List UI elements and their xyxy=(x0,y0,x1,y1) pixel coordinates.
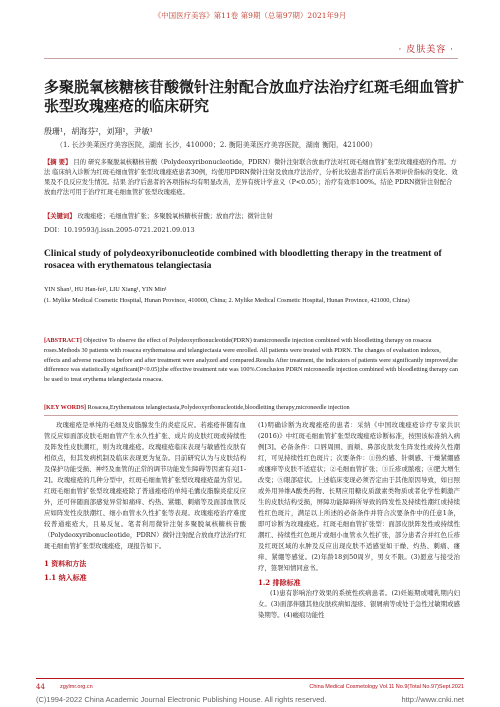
english-title: Clinical study of polydeoxyribonucleotide combined with bloodletting therapy in the treatment of rosacea with erythematous telangiectasia xyxy=(44,248,442,271)
subsection-heading: 1.1 纳入标准 xyxy=(44,573,87,582)
column-tag: · 皮肤美容 · xyxy=(398,45,454,55)
english-authors: YIN Shan¹, HU Han-fei², LIU Xiang¹, YIN Min¹ xyxy=(44,286,167,293)
chinese-affiliation: （1. 长沙美莱医疗美容医院，湖南 长沙，410000；2. 衡阳美莱医疗美容医院，湖南 衡阳，421000） xyxy=(56,141,377,149)
cnki-link[interactable]: http://www.cnki.net xyxy=(401,695,464,704)
english-keywords-label: [KEY WORDS] xyxy=(44,404,87,411)
chinese-authors: 殷珊¹，胡海芬²，刘翔¹，尹敏¹ xyxy=(44,127,153,136)
exclusion-criteria-text: (1)患有影响治疗效果的系统性疾病患者。(2)妊娠期或哺乳期内妇女。(3)面部伴随其他皮肤疾病如湿疹、银屑病等或处于急性过敏期或感染期等。(4)瘢痕功能性 xyxy=(258,589,460,619)
english-affiliation: (1. Mylike Medical Cosmetic Hospital, Hunan Province, 410000, China; 2. Mylike Medical Cosmetic Hospital, Hunan Province, 421000, China) xyxy=(44,297,410,304)
chinese-title: 多聚脱氧核糖核苷酸微针注射配合放血疗法治疗红斑毛细血管扩张型玫瑰痤疮的临床研究 xyxy=(44,78,465,115)
journal-header: 《中国医疗美容》第11卷 第9期（总第97期）2021年9月 xyxy=(153,11,347,20)
body-left-column xyxy=(44,420,246,583)
copyright-line xyxy=(36,695,464,704)
english-abstract xyxy=(44,336,458,385)
section-heading: 1 资料和方法 xyxy=(44,559,87,568)
intro-paragraph: 玫瑰痤疮是单纯的毛细及皮脂腺发生的炎症反应。若痤疮伴随有血管反应如面部皮肤毛细血管产生永久性扩张、成片的皮肤红斑或持续性及阵发性皮肤潮红，则为玫瑰痤疮。玫瑰痤疮临床表现与敏感性皮肤有相似点，但其发病机制及临床表现更为复杂。目前研究认为与皮肤结构及保护功能受损、神经及血管的正常的调节功能发生障碍等因素有关[1-2]。玫瑰痤疮的几种分型中，红斑毛细血管扩张型玫瑰痤疮最为常见。红斑毛细血管扩张型玫瑰痤疮除了普通痤疮的单纯毛囊皮脂腺炎症反应外，还可伴随面部感觉异常如痛痒、灼热、紧绷、刺痛等及面部血管反应如阵发性皮肤潮红、细小血管永久性扩张等表现。玫瑰痤疮治疗难度较普通痤疮大，且易反复。笔者利用微针注射多聚脱氧核糖核苷酸（Polydeoxyribonucleotide，PDRN）微针注射配合放血疗法治疗红斑毛细血管扩张型玫瑰痤疮，现报告如下。 xyxy=(44,421,246,550)
footer-journal: China Medical Cosmetology Vol.11 No.9(Total No.97)Sept.2021 xyxy=(309,684,464,690)
english-keywords xyxy=(44,404,458,411)
english-keywords-text: Rosacea,Erythematous telangiectasia,Polydeoxyribonucleotide,bloodletting therapy,microneedle injection xyxy=(87,404,350,411)
abstract-divider xyxy=(44,415,458,416)
inclusion-criteria-text: (1)明确诊断为玫瑰痤疮的患者：采纳《中国玫瑰痤疮诊疗专家共识(2016)》中红斑毛细血管扩张型玫瑰痤疮诊断标准，按照该标准纳入病例[3]。必备条件：口唇周围、面颊、鼻部皮肤发生阵发性或持久性潮红，可见持续性红色斑片；次要条件：①热灼感、针刺感、干燥紧绷感或瘙痒等皮肤不适症状；②毛细血管扩张；③丘疹或脓疱；④肥大增生改变；⑤眼部症状。上述临床变现必须否定由于其他原因导致，如日照或外用异维A酸类药物、长期应用糖皮质激素类物质或者化学性刺激产生的皮肤结构受损，屏障功能障碍所导致的阵发性及持续性潮红或持续性红色斑片，满足以上所述的必备条件并符合次要条件中的任意1条，即可诊断为玫瑰痤疮。红斑毛细血管扩张型：面部皮肤阵发性或持续性潮红、持续性红色斑片或细小血管永久性扩张，部分患者合并红色丘疹及红斑区域的水肿及反应出现皮肤不适感觉如干燥、灼热、刺痛、瘙痒、紧绷等感觉。(2)年龄18到50周岁，男女不限。(3)愿意与接受治疗，签署知情同意书。 xyxy=(258,421,460,572)
body-right-column xyxy=(258,420,460,621)
english-abstract-label: [ABSTRACT] xyxy=(44,337,82,344)
copyright-text: (C)1994-2022 China Academic Journal Electronic Publishing House. All rights reserved. xyxy=(36,695,327,704)
header-divider xyxy=(44,58,458,59)
footer-url[interactable]: zgylmr.org.cn xyxy=(60,684,93,690)
english-abstract-text: Objective To observe the effect of Polydeoxyribonucleotide(PDRN) tramicroneedle injection combined with bloodletting therapy on rosacea roses.Methods 30 patients with rosacea erythematosa and telangiectasia were enrolled. All patients were treated with PDRN. The changes of evaluation indexes, effects and adverse reactions before and after treatment were analyzed and compared.Results After treatment, the indicators of patients were significantly improved,the difference was statistically significant(P<0.05);the effective treatment rate was 100%.Conclusion PDRN microneedle injection combined with bloodletting therapy can be used to treat erythema telangiectasia rosacea. xyxy=(44,337,458,384)
chinese-abstract-text: 目的 研究多聚脱氧核糖核苷酸（Polydeoxyribonucleotide，PDRN）微针注射联合放血疗法对红斑毛细血管扩张型玫瑰痤疮的作用。方法 临床纳入诊断为红斑毛细血管扩张型玫瑰痤疮患者30例，均使用PDRN微针注射及放血疗法治疗，分析比较患者治疗前后各项评价指标的变化、效果及不良反应发生情况。结果 治疗后患者的各项指标均有明显改善，差异有统计学意义（P<0.05）；治疗有效率100%。结论 PDRN微针注射配合放血疗法可用于治疗红斑毛细血管扩张型玫瑰痤疮。 xyxy=(44,159,458,196)
subsection-heading: 1.2 排除标准 xyxy=(258,578,301,587)
chinese-keywords-label: 【关键词】 xyxy=(44,213,76,220)
chinese-abstract-label: 【摘 要】 xyxy=(44,159,72,166)
footer-divider xyxy=(36,678,464,679)
page-number: 44 xyxy=(36,683,45,691)
chinese-abstract xyxy=(44,158,458,198)
doi[interactable]: DOI：10.19593/j.issn.2095-0721.2021.09.013 xyxy=(44,226,195,234)
chinese-keywords-text: 玫瑰痤疮；毛细血管扩张；多聚脱氧核糖核苷酸；放血疗法；微针注射 xyxy=(77,213,273,220)
chinese-keywords xyxy=(44,211,458,220)
